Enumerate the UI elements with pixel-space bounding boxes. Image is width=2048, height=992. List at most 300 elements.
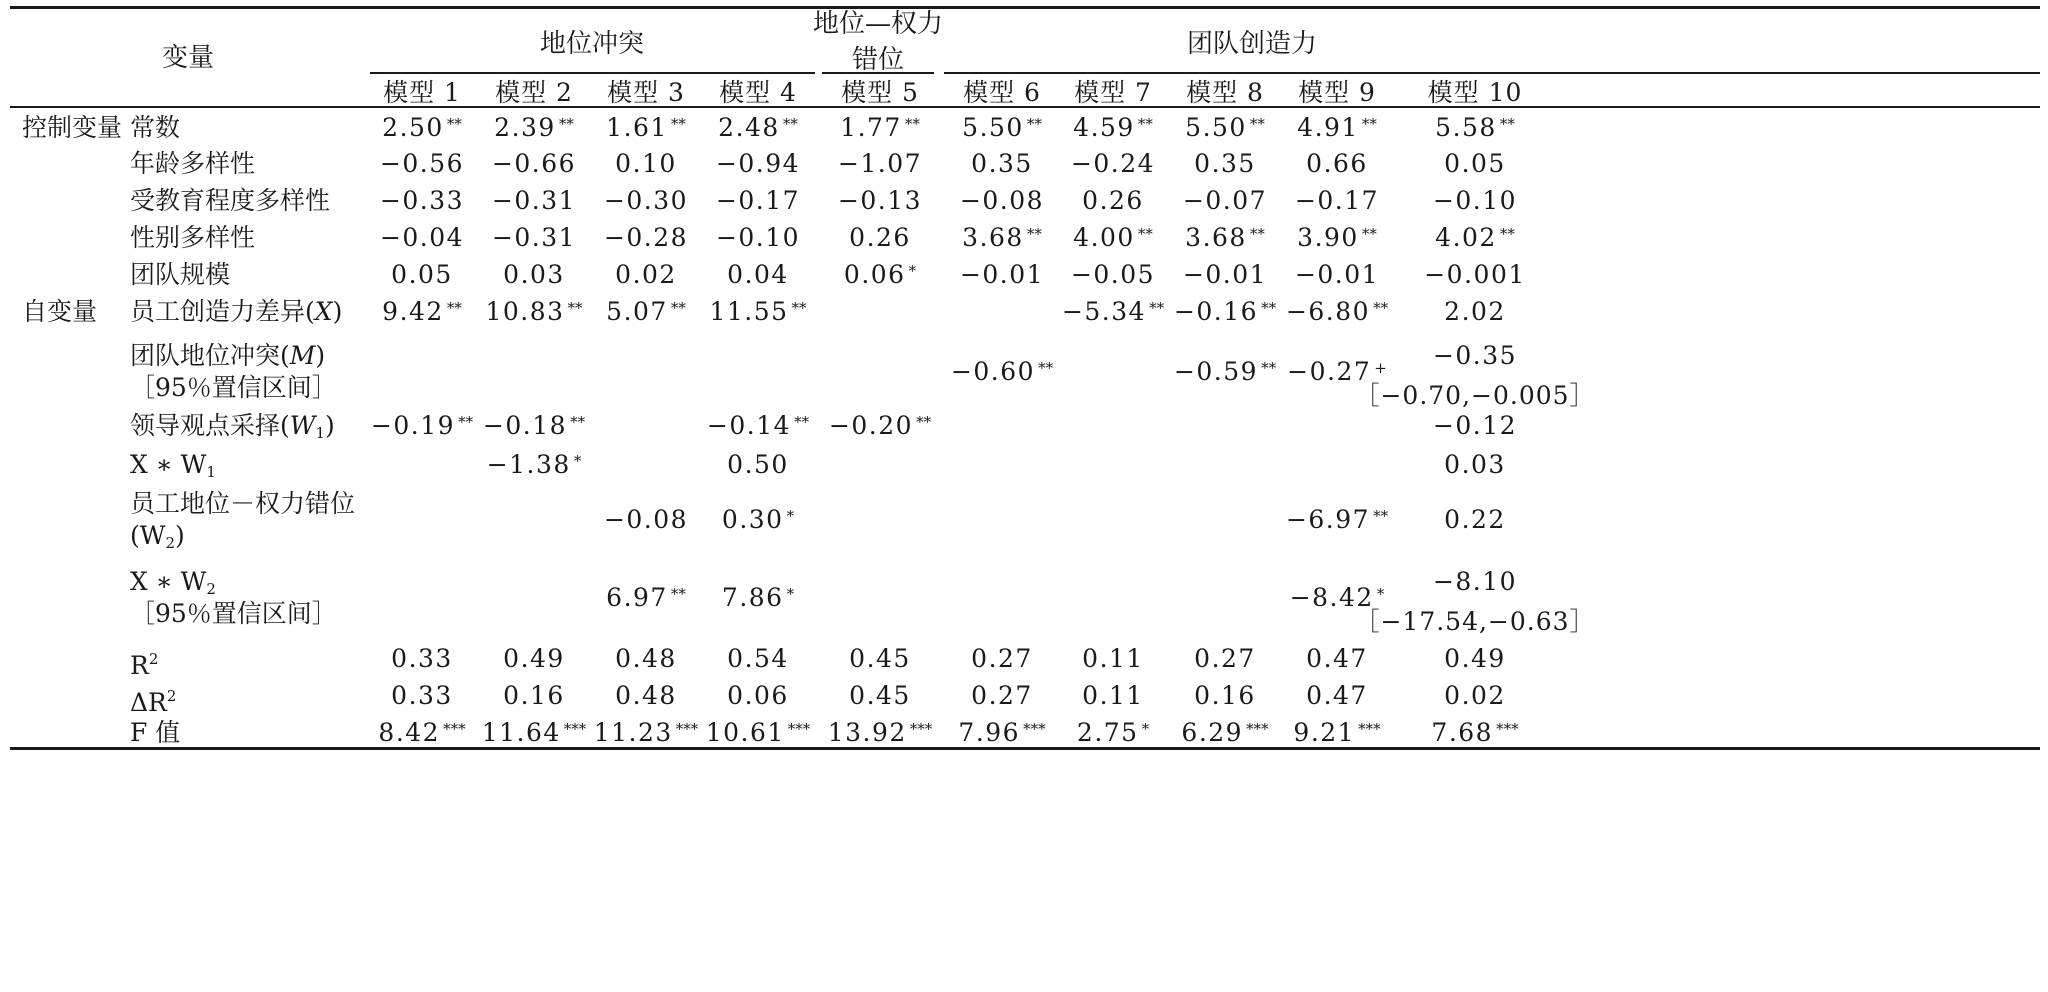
table-cell: [838, 148, 922, 180]
table-cell: [604, 504, 688, 536]
cell-value: 6.29: [1181, 718, 1244, 747]
cell-value: 0.03: [1444, 450, 1506, 479]
table-cell: [482, 717, 587, 749]
cell-value: 0.04: [727, 260, 789, 289]
cell-value: −8.10: [1432, 567, 1518, 596]
table-cell: [378, 717, 465, 749]
table-cell: [503, 680, 565, 712]
row-label: [130, 643, 158, 682]
model-header-7: 模型 7: [1074, 78, 1152, 107]
cell-value: 2.50: [382, 113, 444, 142]
cell-value: −8.42: [1289, 583, 1374, 612]
cell-value: 0.26: [1082, 186, 1144, 215]
table-cell: [1295, 185, 1379, 217]
cell-value: 10.61: [705, 718, 785, 747]
row-label: [130, 148, 255, 180]
model-header-4: 模型 4: [719, 78, 797, 107]
cell-value: −0.66: [491, 149, 577, 178]
row-label-line2-subscript: 2: [165, 534, 175, 552]
significance-marker: ***: [909, 720, 933, 738]
row-label-text: ΔR: [130, 688, 167, 717]
row-label-line2-text: ［95％置信区间］: [130, 373, 337, 402]
cell-value: −0.30: [603, 186, 689, 215]
table-cell: [849, 643, 911, 675]
cell-value: 0.48: [615, 644, 677, 673]
row-label: [130, 340, 325, 372]
cell-value: 0.45: [849, 681, 911, 710]
cell-value: −0.59: [1173, 357, 1259, 386]
table-cell: [492, 185, 576, 217]
cell-value: 0.02: [1444, 681, 1506, 710]
row-label-text: 常数: [130, 113, 181, 142]
row-label: [130, 410, 335, 449]
row-label-text: R: [130, 651, 149, 680]
table-cell: [960, 259, 1044, 291]
row-label-text: 员工地位－权力错位: [130, 489, 356, 518]
cell-value: −0.14: [706, 411, 792, 440]
row-label: [130, 185, 330, 217]
table-cell: [838, 185, 922, 217]
table-cell: [492, 222, 576, 254]
table-cell: [1306, 643, 1368, 675]
significance-marker: ***: [787, 720, 811, 738]
row-label-line2: [130, 520, 185, 559]
table-cell: [1071, 259, 1155, 291]
table-cell: [615, 148, 677, 180]
cell-value: 9.21: [1293, 718, 1356, 747]
cell-value: 0.11: [1082, 644, 1144, 673]
table-cell: [380, 148, 464, 180]
significance-marker: ***: [1358, 720, 1381, 738]
table-cell: [971, 148, 1033, 180]
cell-value: 0.47: [1306, 681, 1368, 710]
cell-value: −1.38: [486, 450, 571, 479]
table-cell: [487, 449, 582, 481]
significance-marker: **: [458, 413, 474, 431]
table-cell: [1073, 112, 1153, 144]
significance-marker: **: [1026, 225, 1042, 243]
row-label-subscript: 2: [206, 580, 216, 598]
significance-marker: **: [670, 299, 686, 317]
table-cell: [1082, 643, 1144, 675]
table-cell: [606, 582, 686, 614]
significance-marker: **: [791, 299, 807, 317]
row-label-variable: W: [289, 411, 316, 440]
table-cell: [1174, 296, 1276, 328]
cell-value: 5.58: [1435, 113, 1497, 142]
table-cell: [604, 222, 688, 254]
table-cell: [1181, 717, 1268, 749]
cell-value: −0.19: [370, 411, 456, 440]
table-cell: [1297, 222, 1377, 254]
row-label-end: ): [325, 411, 335, 440]
table-cell: [1194, 643, 1256, 675]
table-cell: [615, 259, 677, 291]
row-label-text: X ∗ W: [130, 567, 207, 596]
table-cell: [849, 222, 911, 254]
table-cell: [971, 680, 1033, 712]
row-label: [130, 680, 176, 719]
cell-value: 3.68: [962, 223, 1024, 252]
cell-value: 0.45: [849, 644, 911, 673]
cell-value: −0.35: [1432, 341, 1518, 370]
cell-value: 3.68: [1185, 223, 1247, 252]
significance-marker: ***: [1023, 720, 1046, 738]
significance-marker: **: [916, 413, 932, 431]
cell-value: 1.77: [840, 113, 902, 142]
table-cell: [1431, 717, 1518, 749]
cell-value: 7.86: [721, 583, 784, 612]
cell-value: −0.01: [959, 260, 1045, 289]
row-label-superscript: 2: [166, 687, 177, 705]
table-cell: [1295, 259, 1379, 291]
table-cell: [727, 449, 789, 481]
row-label-text: 团队地位冲突(: [130, 341, 290, 370]
cell-value: 13.92: [827, 718, 907, 747]
table-cell: [1286, 504, 1388, 536]
table-cell: [1185, 222, 1265, 254]
table-cell: [494, 112, 574, 144]
cell-value: 0.27: [1194, 644, 1256, 673]
cell-value: 0.35: [1194, 149, 1256, 178]
table-cell: [1444, 296, 1506, 328]
section-control-variables: 控制变量: [22, 113, 123, 142]
significance-marker: ***: [443, 720, 466, 738]
cell-value: 7.96: [958, 718, 1021, 747]
row-label-text: X ∗ W: [130, 450, 207, 479]
cell-value: 1.61: [606, 113, 668, 142]
cell-value: 4.59: [1073, 113, 1135, 142]
cell-value: −0.28: [603, 223, 689, 252]
significance-marker: ***: [1246, 720, 1269, 738]
cell-value: 3.90: [1297, 223, 1359, 252]
cell-value: −0.12: [1432, 411, 1518, 440]
table-cell: [1194, 680, 1256, 712]
table-cell: [1071, 148, 1155, 180]
cell-value: 2.48: [718, 113, 780, 142]
cell-value: −0.13: [837, 186, 923, 215]
cell-value: 0.26: [849, 223, 911, 252]
cell-value: −0.16: [1173, 297, 1259, 326]
cell-value: 0.05: [391, 260, 453, 289]
cell-value: 0.35: [971, 149, 1033, 178]
significance-marker: **: [558, 115, 574, 133]
significance-marker: **: [1249, 225, 1265, 243]
table-cell: [951, 356, 1053, 388]
significance-marker: **: [567, 299, 583, 317]
table-cell: [604, 185, 688, 217]
row-label: [130, 296, 342, 328]
row-label-line2-text: (W: [130, 521, 166, 550]
cell-value: 0.33: [391, 681, 453, 710]
cell-value: 9.42: [382, 297, 444, 326]
cell-value: −0.31: [491, 223, 577, 252]
cell-value: 0.05: [1444, 149, 1506, 178]
model-header-10: 模型 10: [1427, 78, 1523, 107]
top-rule: [10, 6, 2040, 9]
table-cell: [382, 296, 462, 328]
cell-value: 0.02: [615, 260, 677, 289]
table-cell: [615, 680, 677, 712]
table-cell: [485, 296, 582, 328]
row-label-end: ): [315, 341, 326, 370]
cell-value: 0.27: [971, 644, 1033, 673]
significance-marker: ***: [675, 720, 699, 738]
table-cell: [1194, 148, 1256, 180]
significance-marker: **: [1149, 299, 1165, 317]
confidence-interval: ［−17.54,−0.63］: [1354, 607, 1596, 636]
table-cell: [594, 717, 699, 749]
table-cell: [1183, 185, 1267, 217]
table-cell: [1183, 259, 1267, 291]
significance-marker: *: [1376, 585, 1385, 603]
significance-marker: **: [1499, 115, 1515, 133]
significance-marker: **: [1261, 359, 1277, 377]
model-header-3: 模型 3: [607, 78, 685, 107]
significance-marker: **: [1038, 359, 1054, 377]
header-team-creativity: 团队创造力: [1186, 29, 1318, 59]
row-label-line2: [130, 372, 337, 404]
cell-value: 7.68: [1431, 718, 1494, 747]
significance-marker: **: [670, 115, 686, 133]
table-cell: [1174, 356, 1276, 388]
table-cell: [1435, 222, 1515, 254]
cell-value: 0.22: [1444, 505, 1506, 534]
cell-value: 0.50: [727, 450, 789, 479]
row-label: [130, 112, 180, 144]
cell-value: 6.97: [606, 583, 668, 612]
table-cell: [492, 148, 576, 180]
table-cell: [1433, 185, 1517, 217]
group-rule-status-conflict: [370, 72, 815, 74]
table-cell: [1433, 566, 1517, 598]
table-cell: [1444, 148, 1506, 180]
table-cell: [727, 643, 789, 675]
table-cell: [716, 185, 800, 217]
cell-value: 0.49: [503, 644, 565, 673]
table-cell: [829, 410, 931, 442]
model-header-9: 模型 9: [1298, 78, 1376, 107]
cell-value: 0.49: [1444, 644, 1506, 673]
section-independent-variables: 自变量: [22, 297, 98, 326]
cell-value: −0.27: [1287, 357, 1372, 386]
table-cell: [606, 296, 686, 328]
cell-value: 5.50: [962, 113, 1024, 142]
model-header-6: 模型 6: [963, 78, 1041, 107]
cell-value: −1.07: [837, 149, 923, 178]
cell-value: −0.17: [1294, 186, 1380, 215]
cell-value: 0.54: [727, 644, 789, 673]
cell-value: −0.01: [1182, 260, 1268, 289]
table-cell: [1185, 112, 1265, 144]
cell-value: −0.33: [379, 186, 465, 215]
significance-marker: **: [782, 115, 798, 133]
cell-value: 0.30: [721, 505, 784, 534]
table-cell: [1286, 296, 1388, 328]
significance-marker: **: [446, 299, 462, 317]
row-label-variable: X: [314, 297, 333, 326]
row-label: [130, 259, 230, 291]
significance-marker: **: [1373, 507, 1389, 525]
table-cell: [380, 222, 464, 254]
cell-value: −0.31: [491, 186, 577, 215]
cell-value: 0.27: [971, 681, 1033, 710]
row-label-text: 员工创造力差异(: [130, 297, 315, 326]
row-label-subscript: 1: [315, 424, 326, 442]
table-cell: [615, 643, 677, 675]
row-label-superscript: 2: [148, 650, 159, 668]
row-label-line2-end: ): [175, 521, 185, 550]
table-cell: [1082, 185, 1144, 217]
confidence-interval: ［−0.70,−0.005］: [1354, 381, 1596, 410]
cell-value: 11.64: [481, 718, 561, 747]
table-cell: [1433, 410, 1517, 442]
cell-value: 0.66: [1306, 149, 1368, 178]
significance-marker: *: [786, 585, 795, 603]
cell-value: −0.05: [1070, 260, 1156, 289]
table-cell: [1306, 680, 1368, 712]
cell-value: 0.06: [843, 260, 906, 289]
cell-value: 0.33: [391, 644, 453, 673]
table-cell: [1082, 680, 1144, 712]
row-label-variable: M: [289, 341, 316, 370]
table-cell: [1062, 296, 1164, 328]
significance-marker: **: [1499, 225, 1515, 243]
significance-marker: **: [670, 585, 686, 603]
header-misalignment-line1: 地位—权力: [812, 9, 944, 39]
table-cell: [1444, 643, 1506, 675]
table-cell: [706, 717, 811, 749]
cell-value: 5.07: [606, 297, 668, 326]
cell-value: 2.02: [1444, 297, 1506, 326]
cell-value: −0.08: [959, 186, 1045, 215]
table-cell: [716, 222, 800, 254]
table-cell: [1293, 717, 1380, 749]
table-cell: [960, 185, 1044, 217]
cell-value: −0.60: [950, 357, 1036, 386]
table-cell: [1077, 717, 1149, 749]
cell-value: 0.48: [615, 681, 677, 710]
table-cell: [1433, 340, 1517, 372]
significance-marker: **: [1261, 299, 1277, 317]
cell-value: 0.10: [615, 149, 677, 178]
cell-value: 0.06: [727, 681, 789, 710]
row-label-text: F 值: [130, 718, 181, 747]
table-cell: [1424, 259, 1526, 291]
cell-value: −5.34: [1061, 297, 1147, 326]
table-cell: [503, 259, 565, 291]
significance-marker: **: [1137, 225, 1153, 243]
cell-value: 4.02: [1435, 223, 1497, 252]
significance-marker: **: [904, 115, 920, 133]
significance-marker: **: [1361, 225, 1377, 243]
row-label: [130, 488, 355, 520]
row-label-line2-text: ［95％置信区间］: [130, 599, 337, 628]
table-cell: [971, 643, 1033, 675]
table-cell: [958, 717, 1045, 749]
significance-marker: **: [1026, 115, 1042, 133]
significance-marker: **: [446, 115, 462, 133]
table-cell: [1444, 504, 1506, 536]
model-header-5: 模型 5: [841, 78, 919, 107]
header-misalignment-line2: 错位: [851, 45, 905, 75]
cell-value: −0.20: [828, 411, 914, 440]
table-cell: [962, 112, 1042, 144]
significance-marker: **: [1249, 115, 1265, 133]
model-header-2: 模型 2: [495, 78, 573, 107]
cell-value: 0.16: [503, 681, 565, 710]
cell-value: −0.24: [1070, 149, 1156, 178]
table-cell: [1444, 449, 1506, 481]
cell-value: 0.11: [1082, 681, 1144, 710]
table-cell: [828, 717, 933, 749]
table-cell: [606, 112, 686, 144]
table-cell: [1297, 112, 1377, 144]
table-cell: [716, 148, 800, 180]
group-rule-creativity: [944, 72, 2040, 74]
table-cell: [391, 643, 453, 675]
table-cell: [718, 112, 798, 144]
table-cell: [727, 680, 789, 712]
cell-value: 0.47: [1306, 644, 1368, 673]
significance-marker: +: [1374, 359, 1387, 377]
header-status-conflict: 地位冲突: [539, 29, 645, 59]
cell-value: −6.80: [1285, 297, 1371, 326]
table-cell: [391, 680, 453, 712]
table-cell: [722, 582, 794, 614]
significance-marker: **: [570, 413, 586, 431]
cell-value: 4.00: [1073, 223, 1135, 252]
table-cell: [840, 112, 920, 144]
row-label-subscript: 1: [206, 463, 216, 481]
significance-marker: **: [794, 413, 810, 431]
table-cell: [849, 680, 911, 712]
table-cell: [1073, 222, 1153, 254]
cell-value: 0.16: [1194, 681, 1256, 710]
table-cell: [1306, 148, 1368, 180]
table-cell: [371, 410, 473, 442]
significance-marker: **: [1361, 115, 1377, 133]
cell-value: −0.10: [715, 223, 801, 252]
row-label-end: ): [332, 297, 343, 326]
row-label-text: 领导观点采择(: [130, 411, 290, 440]
significance-marker: *: [908, 262, 917, 280]
table-cell: [727, 259, 789, 291]
cell-value: −0.17: [715, 186, 801, 215]
model-header-1: 模型 1: [383, 78, 461, 107]
row-label-text: 性别多样性: [130, 223, 256, 252]
significance-marker: **: [1137, 115, 1153, 133]
table-cell: [707, 410, 809, 442]
cell-value: 8.42: [378, 718, 441, 747]
cell-value: −0.18: [482, 411, 568, 440]
row-label-text: 团队规模: [130, 260, 231, 289]
cell-value: −0.94: [715, 149, 801, 178]
table-cell: [1435, 112, 1515, 144]
cell-value: 10.83: [485, 297, 565, 326]
row-label-text: 受教育程度多样性: [130, 186, 331, 215]
cell-value: −0.56: [379, 149, 465, 178]
cell-value: −0.10: [1432, 186, 1518, 215]
cell-value: −0.01: [1294, 260, 1380, 289]
cell-value: 4.91: [1297, 113, 1359, 142]
cell-value: 0.03: [503, 260, 565, 289]
cell-value: 11.23: [593, 718, 673, 747]
cell-value: −0.07: [1182, 186, 1268, 215]
table-cell: [722, 504, 794, 536]
cell-value: −0.001: [1424, 260, 1526, 289]
cell-value: −0.08: [603, 505, 689, 534]
